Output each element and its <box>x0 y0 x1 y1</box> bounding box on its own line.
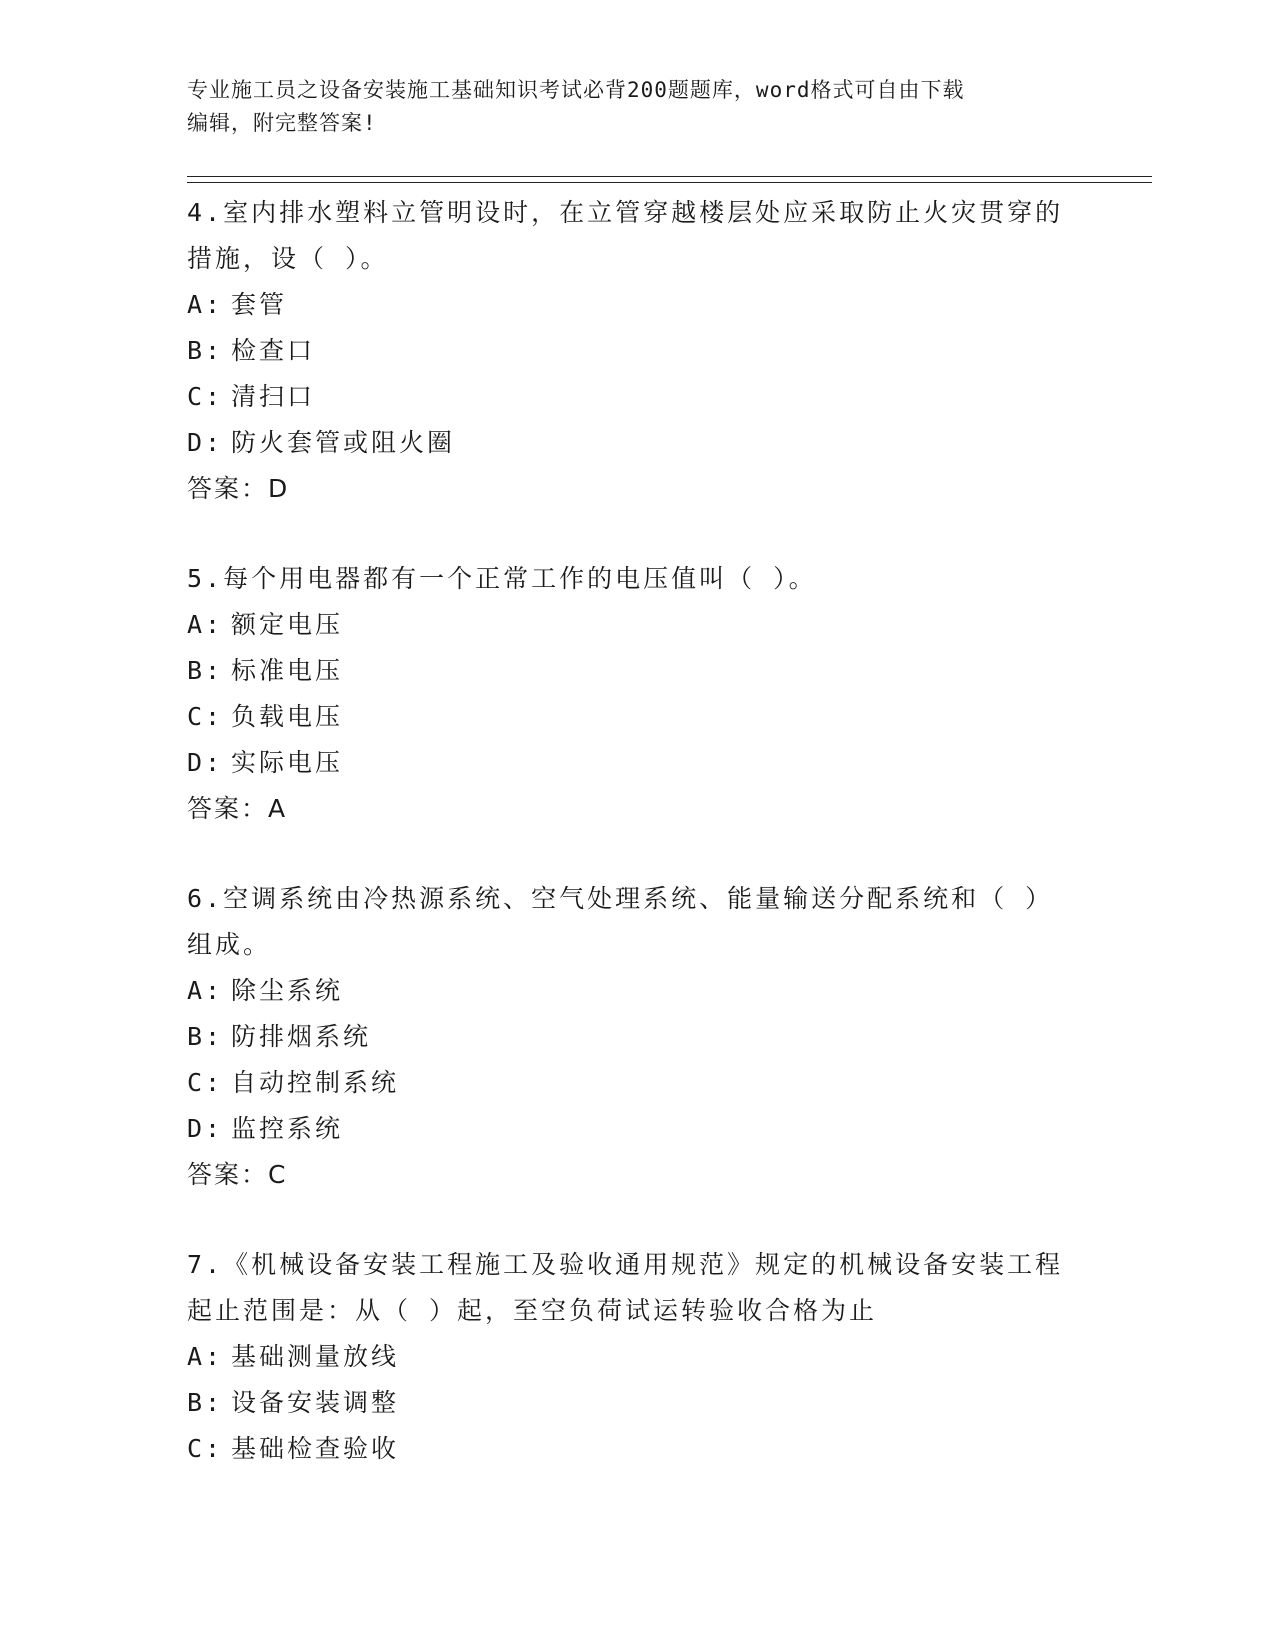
option-letter: B: <box>187 1388 224 1417</box>
option-text: 标准电压 <box>231 656 344 685</box>
option-letter: B: <box>187 1022 224 1051</box>
question-5 <box>187 556 1077 832</box>
option-text: 自动控制系统 <box>231 1068 400 1097</box>
option-letter: C: <box>187 702 224 731</box>
option-text: 设备安装调整 <box>231 1388 400 1417</box>
question-text: 6.空调系统由冷热源系统、空气处理系统、能量输送分配系统和（ ）组成。 <box>187 884 1054 959</box>
option-d <box>187 420 1077 466</box>
answer-line: 答案：C <box>187 1160 288 1189</box>
option-text: 负载电压 <box>231 702 344 731</box>
document-header <box>187 74 1067 140</box>
option-c <box>187 694 1077 740</box>
option-text: 检查口 <box>231 336 316 365</box>
question-text: 7.《机械设备安装工程施工及验收通用规范》规定的机械设备安装工程起止范围是：从（ ）起，至空负荷试运转验收合格为止 <box>187 1250 1064 1325</box>
option-letter: B: <box>187 656 224 685</box>
header-rule-top <box>187 176 1152 177</box>
option-text: 除尘系统 <box>231 976 344 1005</box>
option-letter: C: <box>187 382 224 411</box>
option-a <box>187 602 1077 648</box>
option-letter: A: <box>187 1342 224 1371</box>
option-b <box>187 328 1077 374</box>
header-line-1: 专业施工员之设备安装施工基础知识考试必背200题题库，word格式可自由下载 <box>187 78 965 102</box>
option-a <box>187 968 1077 1014</box>
option-c <box>187 1060 1077 1106</box>
question-4 <box>187 190 1077 512</box>
option-b <box>187 1014 1077 1060</box>
answer-line: 答案：D <box>187 474 290 503</box>
option-text: 防排烟系统 <box>231 1022 372 1051</box>
option-c <box>187 1426 1077 1472</box>
option-letter: A: <box>187 290 224 319</box>
answer-line: 答案：A <box>187 794 288 823</box>
option-a <box>187 1334 1077 1380</box>
option-c <box>187 374 1077 420</box>
option-letter: C: <box>187 1434 224 1463</box>
option-letter: B: <box>187 336 224 365</box>
question-text: 5.每个用电器都有一个正常工作的电压值叫（ ）。 <box>187 564 817 593</box>
option-text: 套管 <box>231 290 288 319</box>
header-line-2: 编辑，附完整答案! <box>187 111 377 135</box>
option-text: 额定电压 <box>231 610 344 639</box>
option-a <box>187 282 1077 328</box>
option-letter: D: <box>187 748 224 777</box>
question-6 <box>187 876 1077 1198</box>
question-7 <box>187 1242 1077 1472</box>
header-rule-bottom <box>187 182 1152 183</box>
option-text: 监控系统 <box>231 1114 344 1143</box>
option-letter: D: <box>187 428 224 457</box>
option-letter: A: <box>187 976 224 1005</box>
option-d <box>187 1106 1077 1152</box>
option-text: 基础检查验收 <box>231 1434 400 1463</box>
option-text: 基础测量放线 <box>231 1342 400 1371</box>
option-text: 清扫口 <box>231 382 316 411</box>
option-text: 防火套管或阻火圈 <box>231 428 456 457</box>
option-letter: A: <box>187 610 224 639</box>
option-text: 实际电压 <box>231 748 344 777</box>
option-b <box>187 1380 1077 1426</box>
option-d <box>187 740 1077 786</box>
option-b <box>187 648 1077 694</box>
question-text: 4.室内排水塑料立管明设时，在立管穿越楼层处应采取防止火灾贯穿的措施，设（ ）。 <box>187 198 1064 273</box>
option-letter: D: <box>187 1114 224 1143</box>
question-list <box>187 190 1077 1516</box>
option-letter: C: <box>187 1068 224 1097</box>
